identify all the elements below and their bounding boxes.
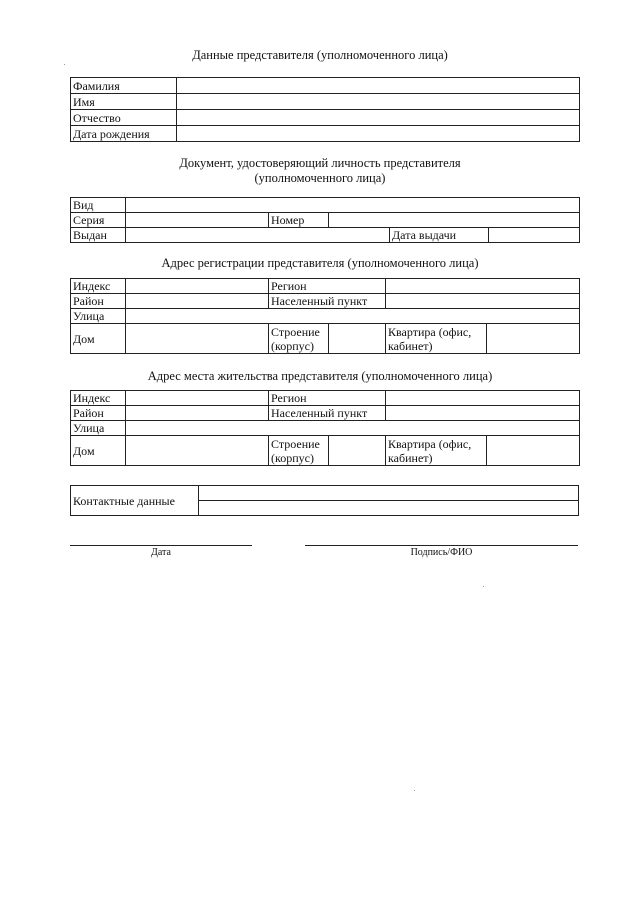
identity-doc-title-line1: Документ, удостоверяющий личность представителя bbox=[179, 156, 461, 170]
surname-field[interactable] bbox=[177, 78, 580, 94]
doc-issue-date-label: Дата выдачи bbox=[390, 228, 489, 243]
res-region-field[interactable] bbox=[386, 391, 580, 406]
reg-building-field[interactable] bbox=[329, 324, 386, 354]
res-house-field[interactable] bbox=[126, 436, 269, 466]
registration-address-table bbox=[70, 278, 580, 354]
contacts-field-1[interactable] bbox=[199, 486, 579, 501]
reg-street-label: Улица bbox=[71, 309, 126, 324]
patronymic-label: Отчество bbox=[71, 110, 177, 126]
res-street-field[interactable] bbox=[126, 421, 580, 436]
res-street-label: Улица bbox=[71, 421, 126, 436]
identity-doc-table bbox=[70, 197, 580, 243]
contacts-table bbox=[70, 485, 579, 516]
reg-locality-label: Населенный пункт bbox=[269, 294, 386, 309]
residence-address-title: Адрес места жительства представителя (уполномоченного лица) bbox=[147, 369, 493, 383]
reg-district-label: Район bbox=[71, 294, 126, 309]
res-apartment-field[interactable] bbox=[487, 436, 580, 466]
date-caption: Дата bbox=[151, 547, 171, 558]
doc-issue-date-field[interactable] bbox=[489, 228, 580, 243]
res-index-field[interactable] bbox=[126, 391, 269, 406]
doc-series-field[interactable] bbox=[126, 213, 269, 228]
identity-doc-title-line2: (уполномоченного лица) bbox=[254, 171, 386, 185]
representative-table bbox=[70, 77, 580, 142]
birthdate-label: Дата рождения bbox=[71, 126, 177, 142]
scan-speck bbox=[64, 64, 65, 65]
reg-house-field[interactable] bbox=[126, 324, 269, 354]
res-region-label: Регион bbox=[269, 391, 386, 406]
contacts-label: Контактные данные bbox=[71, 486, 199, 516]
reg-apartment-label: Квартира (офис, кабинет) bbox=[386, 324, 487, 354]
res-apartment-label: Квартира (офис, кабинет) bbox=[386, 436, 487, 466]
res-house-label: Дом bbox=[71, 436, 126, 466]
doc-number-field[interactable] bbox=[329, 213, 580, 228]
patronymic-field[interactable] bbox=[177, 110, 580, 126]
doc-type-field[interactable] bbox=[126, 198, 580, 213]
reg-street-field[interactable] bbox=[126, 309, 580, 324]
reg-region-field[interactable] bbox=[386, 279, 580, 294]
reg-index-label: Индекс bbox=[71, 279, 126, 294]
res-building-field[interactable] bbox=[329, 436, 386, 466]
res-index-label: Индекс bbox=[71, 391, 126, 406]
signature-caption: Подпись/ФИО bbox=[410, 547, 473, 558]
scan-speck bbox=[414, 790, 415, 791]
doc-issued-by-label: Выдан bbox=[71, 228, 126, 243]
res-locality-label: Населенный пункт bbox=[269, 406, 386, 421]
reg-house-label: Дом bbox=[71, 324, 126, 354]
reg-index-field[interactable] bbox=[126, 279, 269, 294]
residence-address-table bbox=[70, 390, 580, 466]
birthdate-field[interactable] bbox=[177, 126, 580, 142]
res-district-label: Район bbox=[71, 406, 126, 421]
doc-issued-by-field[interactable] bbox=[126, 228, 390, 243]
reg-building-label: Строение (корпус) bbox=[269, 324, 329, 354]
res-building-label: Строение (корпус) bbox=[269, 436, 329, 466]
reg-region-label: Регион bbox=[269, 279, 386, 294]
res-district-field[interactable] bbox=[126, 406, 269, 421]
reg-locality-field[interactable] bbox=[386, 294, 580, 309]
representative-title: Данные представителя (уполномоченного лица) bbox=[192, 48, 448, 62]
date-signature-line[interactable] bbox=[70, 545, 252, 546]
name-field[interactable] bbox=[177, 94, 580, 110]
registration-address-title: Адрес регистрации представителя (уполномоченного лица) bbox=[161, 256, 479, 270]
reg-district-field[interactable] bbox=[126, 294, 269, 309]
name-label: Имя bbox=[71, 94, 177, 110]
signature-line[interactable] bbox=[305, 545, 578, 546]
doc-number-label: Номер bbox=[269, 213, 329, 228]
surname-label: Фамилия bbox=[71, 78, 177, 94]
doc-series-label: Серия bbox=[71, 213, 126, 228]
reg-apartment-field[interactable] bbox=[487, 324, 580, 354]
doc-type-label: Вид bbox=[71, 198, 126, 213]
res-locality-field[interactable] bbox=[386, 406, 580, 421]
scan-speck bbox=[483, 586, 484, 587]
contacts-field-2[interactable] bbox=[199, 501, 579, 516]
